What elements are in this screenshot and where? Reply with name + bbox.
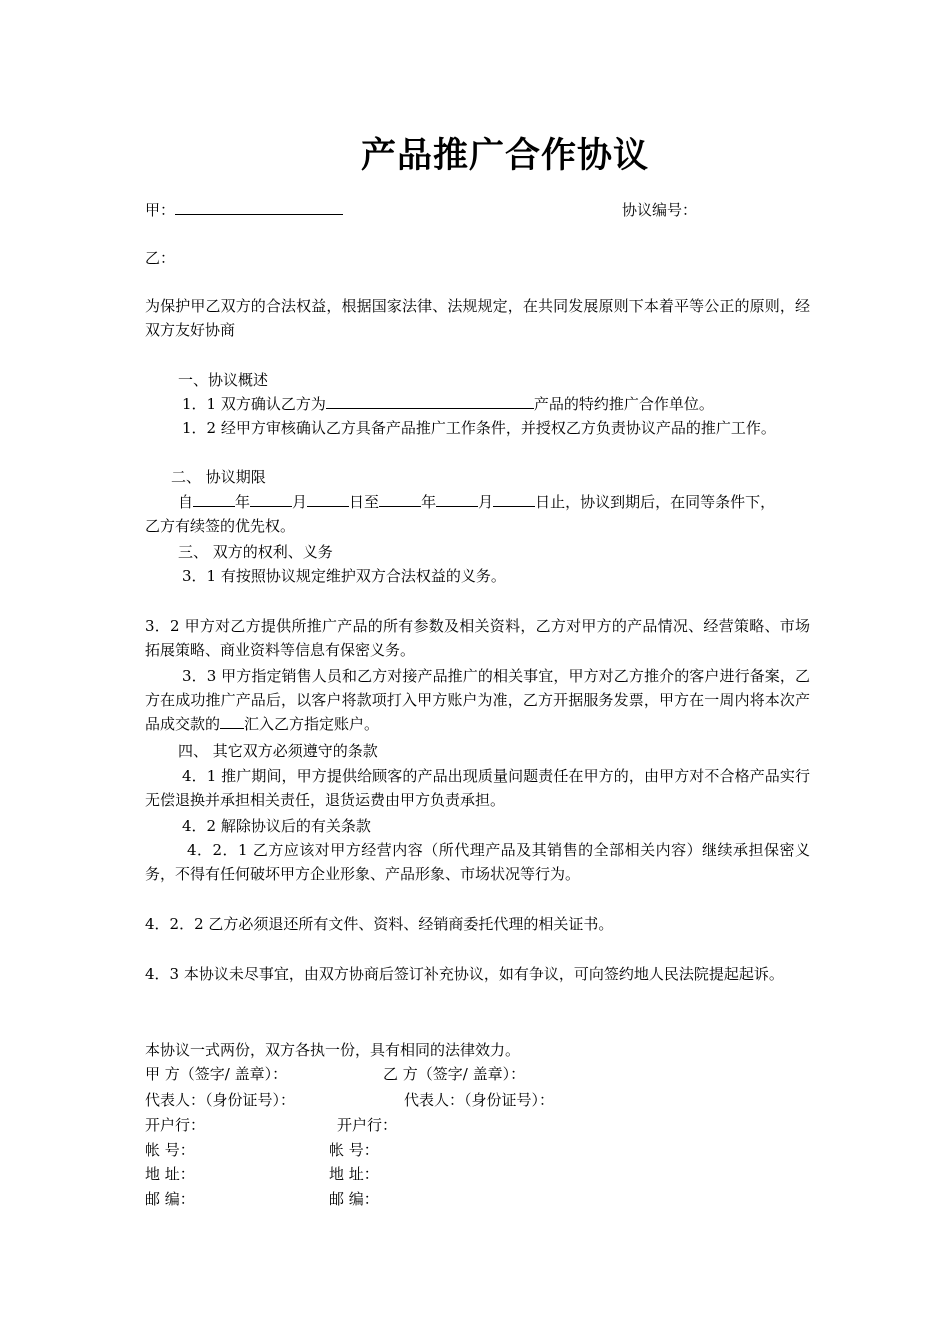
term-day-to: 日至 <box>349 493 380 511</box>
end-year-blank <box>379 490 421 507</box>
term-year-1: 年 <box>235 493 251 511</box>
clause-1-1-suffix: 产品的特约推广合作单位。 <box>533 395 714 413</box>
closing-statement: 本协议一式两份，双方各执一份，具有相同的法律效力。 <box>145 1041 521 1059</box>
start-month-blank <box>250 490 292 507</box>
clause-4-3: 4．3 本协议未尽事宜，由双方协商后签订补充协议，如有争议，可向签约地人民法院提起起诉。 <box>145 965 784 983</box>
agreement-number-label: 协议编号： <box>622 201 698 219</box>
clause-1-1 <box>182 392 714 416</box>
party-a-signature: 甲 方（签字/ 盖章）： <box>145 1065 288 1083</box>
section-3-heading: 三、 双方的权利、义务 <box>178 543 333 561</box>
commission-blank <box>220 712 244 729</box>
term-continuation: 乙方有续签的优先权。 <box>145 517 296 535</box>
clause-4-2-1: 4．2．1 乙方应该对甲方经营内容（所代理产品及其销售的全部相关内容）继续承担保密义务，不得有任何破坏甲方企业形象、产品形象、市场状况等行为。 <box>145 841 810 883</box>
clause-1-1-prefix: 1．1 双方确认乙方为 <box>182 395 326 413</box>
clause-4-2: 4．2 解除协议后的有关条款 <box>182 817 371 835</box>
clause-4-2-2: 4．2．2 乙方必须退还所有文件、资料、经销商委托代理的相关证书。 <box>145 915 614 933</box>
preamble: 为保护甲乙双方的合法权益，根据国家法律、法规规定，在共同发展原则下本着平等公正的原则，经双方友好协商 <box>145 297 810 339</box>
clause-3-2: 3．2 甲方对乙方提供所推广产品的所有参数及相关资料，乙方对甲方的产品情况、经营策略、市场拓展策略、商业资料等信息有保密义务。 <box>145 617 810 659</box>
clause-1-2: 1．2 经甲方审核确认乙方具备产品推广工作条件，并授权乙方负责协议产品的推广工作。 <box>182 419 776 437</box>
party-b-address: 地 址： <box>329 1165 379 1183</box>
party-b-signature: 乙 方（签字/ 盖章）： <box>383 1065 526 1083</box>
term-month-1: 月 <box>292 493 308 511</box>
party-a-blank <box>175 198 343 215</box>
clause-3-1: 3．1 有按照协议规定维护双方合法权益的义务。 <box>182 567 506 585</box>
start-year-blank <box>193 490 235 507</box>
section-4-heading: 四、 其它双方必须遵守的条款 <box>178 742 378 760</box>
start-day-blank <box>307 490 349 507</box>
end-month-blank <box>436 490 478 507</box>
party-b-postcode: 邮 编： <box>329 1190 379 1208</box>
section-2-heading: 二、 协议期限 <box>171 468 266 486</box>
party-a-bank: 开户行： <box>145 1116 206 1134</box>
term-from: 自 <box>178 493 194 511</box>
party-a-address: 地 址： <box>145 1165 195 1183</box>
clause-3-3 <box>145 664 810 736</box>
party-a-postcode: 邮 编： <box>145 1190 195 1208</box>
party-b-account: 帐 号： <box>329 1141 379 1159</box>
party-a-line <box>145 198 343 222</box>
end-day-blank <box>493 490 535 507</box>
party-a-label: 甲： <box>145 201 176 219</box>
party-b-bank: 开户行： <box>337 1116 398 1134</box>
party-b-representative: 代表人：（身份证号）： <box>404 1091 555 1109</box>
clause-3-3-suffix: 汇入乙方指定账户。 <box>244 715 380 733</box>
clause-3-3-prefix: 3．3 甲方指定销售人员和乙方对接产品推广的相关事宜，甲方对乙方推介的客户进行备案，乙方在成功推广产品后，以客户将款项打入甲方账户为准，乙方开据服务发票，甲方在一周内将本次产品成交款的 <box>145 667 810 733</box>
term-month-2: 月 <box>478 493 494 511</box>
term-day-end: 日止，协议到期后，在同等条件下， <box>535 493 776 511</box>
party-b-label: 乙： <box>145 249 176 267</box>
party-a-account: 帐 号： <box>145 1141 195 1159</box>
party-a-representative: 代表人：（身份证号）： <box>145 1091 296 1109</box>
product-name-blank <box>326 392 534 409</box>
term-year-2: 年 <box>421 493 437 511</box>
clause-4-1: 4．1 推广期间，甲方提供给顾客的产品出现质量问题责任在甲方的，由甲方对不合格产品实行无偿退换并承担相关责任，退货运费由甲方负责承担。 <box>145 767 810 809</box>
section-1-heading: 一、协议概述 <box>178 371 269 389</box>
document-title: 产品推广合作协议 <box>360 135 649 176</box>
term-dates-line <box>178 490 775 514</box>
